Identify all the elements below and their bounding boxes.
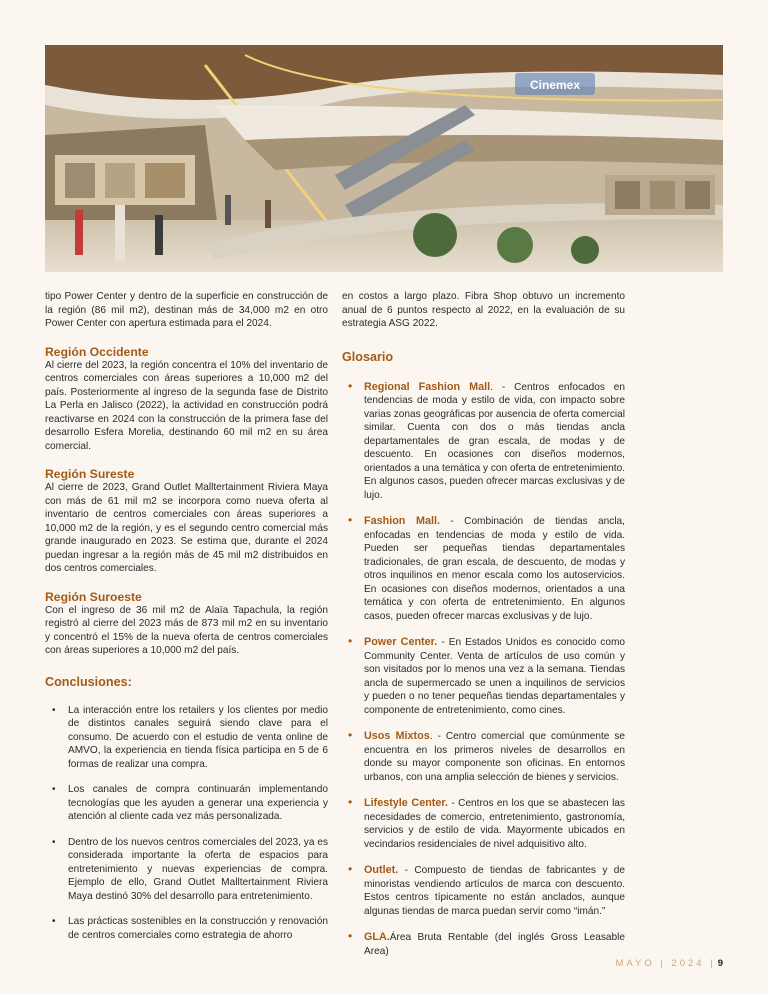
bullet-icon: • xyxy=(348,378,353,393)
continued-paragraph: en costos a largo plazo. Fibra Shop obtuvo un incremento anual de 6 puntos respecto al 2022, en la evaluación de su estrategia ASG 2022. xyxy=(342,291,625,329)
bullet-icon: • xyxy=(52,784,56,795)
list-item: • Dentro de los nuevos centros comerciales del 2023, ya es considerada importante la oferta de espacios para entretenimiento y nuevas experiencias de compra. Ejemplo de ello, Grand Outlet Malltertainment Riviera Maya destinó 30% del desarrollo para entretenimiento. xyxy=(52,836,328,902)
glossary-item: • Outlet. - Compuesto de tiendas de fabricantes y de minoristas vendiendo artículos de marca con descuento. Estos centros típicamente no están anclados, aunque algunas tiendas de marca puedan servir como “imán.” xyxy=(348,862,625,917)
glossary-heading: Glosario xyxy=(342,349,394,364)
bullet-icon: • xyxy=(348,728,353,742)
conclusions-list xyxy=(45,704,328,943)
bullet-icon: • xyxy=(348,634,353,648)
glossary-item: • Usos Mixtos. - Centro comercial que comúnmente se encuentra en los primeros niveles de desarrollos en donde su mayor componente son oficinas. En entornos urbanos, con una amplia selección de bienes y servicios. xyxy=(348,728,625,783)
glossary-item: • Fashion Mall. - Combinación de tiendas ancla, enfocadas en tendencias de moda y estilo de vida. Pueden ser pequeñas tiendas departamentales tradicionales, de gran escala, de descuento, de modas y otros inquilinos en menor escala como los autoservicios. En ocasiones con diseños modernos, orientados a una temática y con oferta de entretenimiento. En algunos casos, pueden ofrecer marcas exclusivas y de lujo. xyxy=(348,513,625,622)
bullet-icon: • xyxy=(52,704,56,716)
bullet-icon: • xyxy=(348,513,353,527)
bullet-icon: • xyxy=(348,929,353,943)
page-number: 9 xyxy=(717,958,723,969)
conclusions-heading: Conclusiones: xyxy=(45,674,132,689)
glossary-item: • GLA.Área Bruta Rentable (del inglés Gross Leasable Area) xyxy=(348,929,625,957)
region-sureste-text: Al cierre de 2023, Grand Outlet Malltertainment Riviera Maya con más de 61 mil m2 se incorpora como nueva oferta al inventario de centros comerciales con áreas superiores a 10,000 m2 de la región, y es el segundo centro comercial más grande inaugurado en 2023. Se estima que, durante el 2024 puedan ingresar a la región más de 45 mil m2 distribuidos en dos centros comerciales. xyxy=(45,482,328,574)
bullet-icon: • xyxy=(52,916,56,927)
list-item: • La interacción entre los retailers y los clientes por medio de distintos canales seguirá siendo clave para el consumo. De acuerdo con el estudio de venta online de AMVO, la experiencia en tienda física participa en 5 de 6 formas de realizar una compra. xyxy=(52,704,328,770)
bullet-icon: • xyxy=(52,836,56,848)
glossary-item: • Regional Fashion Mall. - Centros enfocados en tendencias de moda y estilo de vida, con impacto sobre varias zonas geográficas por ausencia de oferta comercial similar. Cuenta con dos o más tiendas ancla departamentales de gran escala, de modas y de descuento. En ocasiones con diseños modernos, orientados a una temática y con oferta de entretenimiento. En algunos casos, pueden ofrecer marcas exclusivas y de lujo. xyxy=(348,378,625,501)
glossary-list xyxy=(342,378,625,959)
bullet-icon: • xyxy=(348,862,353,876)
cinema-sign: Cinemex xyxy=(529,78,581,92)
mall-interior-illustration xyxy=(45,45,723,272)
right-column xyxy=(342,290,625,971)
region-sureste-heading: Región Sureste xyxy=(45,467,135,481)
region-suroeste-heading: Región Suroeste xyxy=(45,589,142,604)
left-column xyxy=(45,290,328,954)
region-suroeste-text: Con el ingreso de 36 mil m2 de Alaïa Tapachula, la región registró al cierre del 2023 más de 873 mil m2 en su inventario y concentró el 15% de la nueva oferta de centros comerciales con áreas superiores a 10,000 m2 del país. xyxy=(45,604,328,656)
bullet-icon: • xyxy=(348,795,353,809)
list-item: • Las prácticas sostenibles en la construcción y renovación de centros comerciales como estrategia de ahorro xyxy=(52,916,328,941)
list-item: • Los canales de compra continuarán implementando tecnologías que les ayuden a generar una experiencia y atención al cliente cada vez más personalizada. xyxy=(52,784,328,822)
region-occidente-heading: Región Occidente xyxy=(45,344,149,359)
issue-date: MAYO | 2024 | xyxy=(615,958,716,969)
page-footer xyxy=(615,958,723,969)
intro-paragraph: tipo Power Center y dentro de la superficie en construcción de la región (86 mil m2), destinan más de 34,000 m2 en otro Power Center con apertura estimada para el 2024. xyxy=(45,291,328,329)
glossary-item: • Lifestyle Center. - Centros en los que se abastecen las necesidades de comercio, entretenimiento, gastronomía, servicios y de estilo de vida. Mayormente ubicados en vecindarios residenciales de nivel adquisitivo alto. xyxy=(348,795,625,850)
region-occidente-text: Al cierre del 2023, la región concentra el 10% del inventario de centros comerciales con áreas superiores a 10,000 m2 del país. Posteriormente al ingreso de la segunda fase de Distrito La Perla en Jalisco (2022), la actividad en construcción podrá reactivarse en 2024 con la construcción de la primera fase del desarrollo Esfera Morelia, destinando 60 mil m2 en su área comercial. xyxy=(45,359,328,452)
glossary-item: • Power Center. - En Estados Unidos es conocido como Community Center. Venta de artículos de uso común y son visitados por lo menos una vez a la semana. Tiendas ancla de supermercado se unen a inquilinos de servicios y pueden o no tener pequeñas tiendas departamentales y componente de entretenimiento, como cines. xyxy=(348,634,625,716)
hero-mall-photo xyxy=(45,45,723,272)
